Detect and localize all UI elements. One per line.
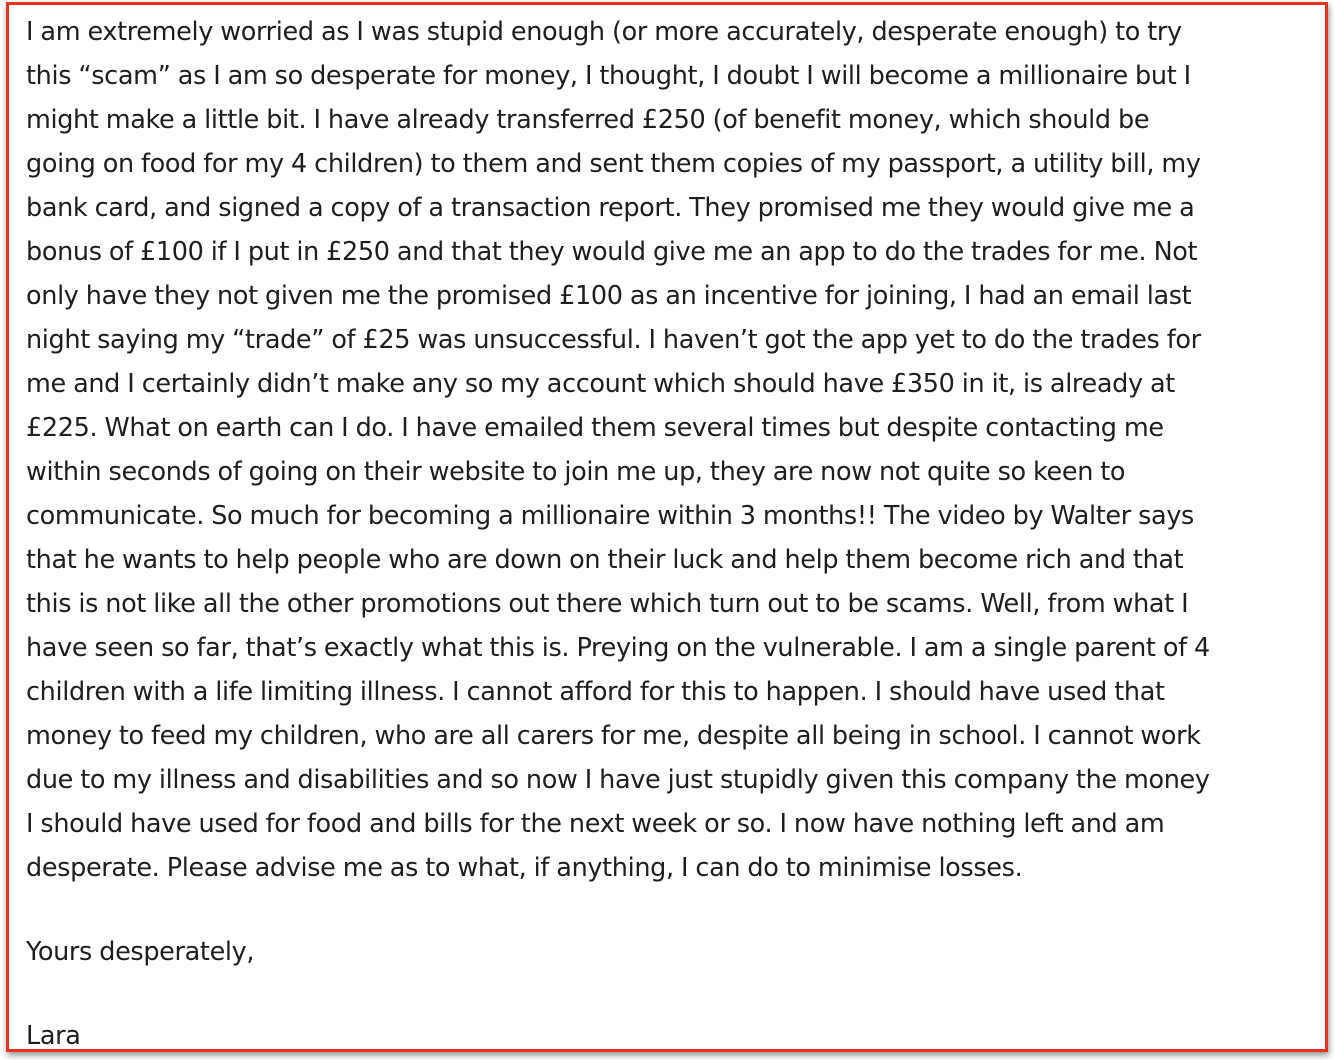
letter-line: money to feed my children, who are all carers for me, despite all being in school. I cannot work xyxy=(26,721,1201,751)
letter-line: I should have used for food and bills for the next week or so. I now have nothing left and am xyxy=(26,809,1165,839)
letter-line: desperate. Please advise me as to what, if anything, I can do to minimise losses. xyxy=(26,853,1023,883)
letter-line: due to my illness and disabilities and so now I have just stupidly given this company the money xyxy=(26,765,1210,795)
letter-line: might make a little bit. I have already transferred £250 (of benefit money, which should be xyxy=(26,105,1150,135)
letter-closing: Yours desperately, xyxy=(26,937,255,967)
letter-line: I am extremely worried as I was stupid enough (or more accurately, desperate enough) to try xyxy=(26,17,1182,47)
letter-line: have seen so far, that’s exactly what this is. Preying on the vulnerable. I am a single parent of 4 xyxy=(26,633,1210,663)
paragraph-gap xyxy=(26,890,1316,930)
letter-body xyxy=(26,10,1316,890)
letter-line: this is not like all the other promotions out there which turn out to be scams. Well, from what I xyxy=(26,589,1189,619)
letter-line: only have they not given me the promised £100 as an incentive for joining, I had an email last xyxy=(26,281,1192,311)
letter-line: within seconds of going on their website to join me up, they are now not quite so keen to xyxy=(26,457,1126,487)
letter-line: me and I certainly didn’t make any so my account which should have £350 in it, is already at xyxy=(26,369,1175,399)
letter-line: bank card, and signed a copy of a transaction report. They promised me they would give me a xyxy=(26,193,1195,223)
letter-line: that he wants to help people who are down on their luck and help them become rich and that xyxy=(26,545,1184,575)
letter-line: going on food for my 4 children) to them and sent them copies of my passport, a utility bill, my xyxy=(26,149,1201,179)
letter-line: children with a life limiting illness. I cannot afford for this to happen. I should have used that xyxy=(26,677,1165,707)
paragraph-gap xyxy=(26,974,1316,1014)
letter-line: night saying my “trade” of £25 was unsuccessful. I haven’t got the app yet to do the trades for xyxy=(26,325,1201,355)
letter-signature: Lara xyxy=(26,1021,81,1051)
letter-line: this “scam” as I am so desperate for money, I thought, I doubt I will become a millionaire but I xyxy=(26,61,1191,91)
letter-line: bonus of £100 if I put in £250 and that they would give me an app to do the trades for me. Not xyxy=(26,237,1198,267)
letter-line: £225. What on earth can I do. I have emailed them several times but despite contacting me xyxy=(26,413,1164,443)
letter-frame xyxy=(6,2,1328,1052)
letter-content xyxy=(26,10,1316,1052)
letter-line: communicate. So much for becoming a millionaire within 3 months!! The video by Walter says xyxy=(26,501,1194,531)
